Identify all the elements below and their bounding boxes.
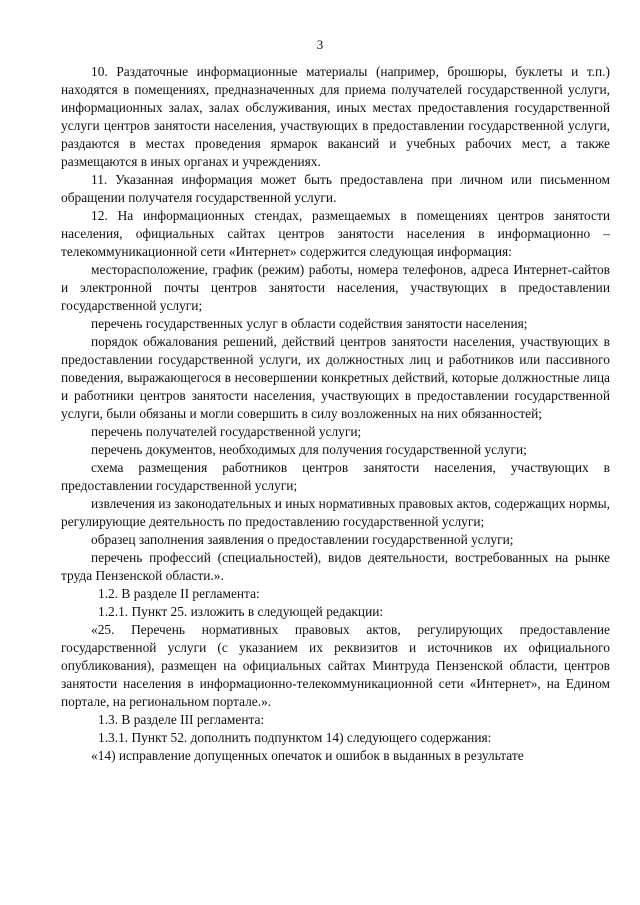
list-item-professions: перечень профессий (специальностей), видов деятельности, востребованных на рынке труда Пензенской области.». bbox=[61, 550, 610, 583]
list-item-legal-extracts: извлечения из законодательных и иных нормативных правовых актов, содержащих нормы, регулирующие деятельность по предоставлению государственной услуги; bbox=[61, 496, 610, 529]
list-item-appeal-procedure: порядок обжалования решений, действий центров занятости населения, участвующих в предоставлении государственной услуги, их должностных лиц и работников или пассивного поведения, выражающегося в несовершении конкретных действий, которые должностные лица и работники центров занятости населения, участвующих в предоставлении государственной услуги, были обязаны и могли совершить в силу возложенных на них обязанностей; bbox=[61, 334, 610, 421]
section-1-2-heading: 1.2. В разделе II регламента: bbox=[98, 586, 260, 601]
list-item-location: месторасположение, график (режим) работы, номера телефонов, адреса Интернет-сайтов и электронной почты центров занятости населения, участвующих в предоставлении государственной услуги; bbox=[61, 262, 610, 313]
list-item-staff-scheme: схема размещения работников центров занятости населения, участвующих в предоставлении государственной услуги; bbox=[61, 460, 610, 493]
paragraph-25: «25. Перечень нормативных правовых актов, регулирующих предоставление государственной услуги (с указанием их реквизитов и источников их официального опубликования), размещен на официальных сайтах Минтруда Пензенской области, центров занятости населения в информационно-телекоммуникационной сети «Интернет», на Едином портале, на региональном портале.». bbox=[61, 622, 610, 709]
paragraph-10: 10. Раздаточные информационные материалы (например, брошюры, буклеты и т.п.) находятся в помещениях, предназначенных для приема получателей государственной услуги, информационных залах, залах обслуживания, иных местах предоставления государственной услуги центров занятости населения, участвующих в предоставлении государственной услуги, раздаются в местах проведения ярмарок вакансий и учебных рабочих мест, а также размещаются в иных органах и учреждениях. bbox=[61, 64, 610, 169]
paragraph-11: 11. Указанная информация может быть предоставлена при личном или письменном обращении получателя государственной услуги. bbox=[61, 172, 610, 205]
section-1-3-heading: 1.3. В разделе III регламента: bbox=[98, 712, 265, 727]
list-item-documents: перечень документов, необходимых для получения государственной услуги; bbox=[91, 442, 527, 457]
list-item-recipients: перечень получателей государственной услуги; bbox=[91, 424, 362, 439]
page-number: 3 bbox=[316, 37, 324, 52]
section-1-2-1: 1.2.1. Пункт 25. изложить в следующей редакции: bbox=[98, 604, 384, 619]
section-1-3-1: 1.3.1. Пункт 52. дополнить подпунктом 14) следующего содержания: bbox=[98, 730, 492, 745]
document-body bbox=[61, 63, 610, 765]
list-item-services: перечень государственных услуг в области содействия занятости населения; bbox=[91, 316, 528, 331]
paragraph-12: 12. На информационных стендах, размещаемых в помещениях центров занятости населения, официальных сайтах центров занятости населения в информационно – телекоммуникационной сети «Интернет» содержится следующая информация: bbox=[61, 208, 610, 259]
list-item-application-sample: образец заполнения заявления о предоставлении государственной услуги; bbox=[91, 532, 514, 547]
subpoint-14: «14) исправление допущенных опечаток и ошибок в выданных в результате bbox=[91, 748, 524, 763]
